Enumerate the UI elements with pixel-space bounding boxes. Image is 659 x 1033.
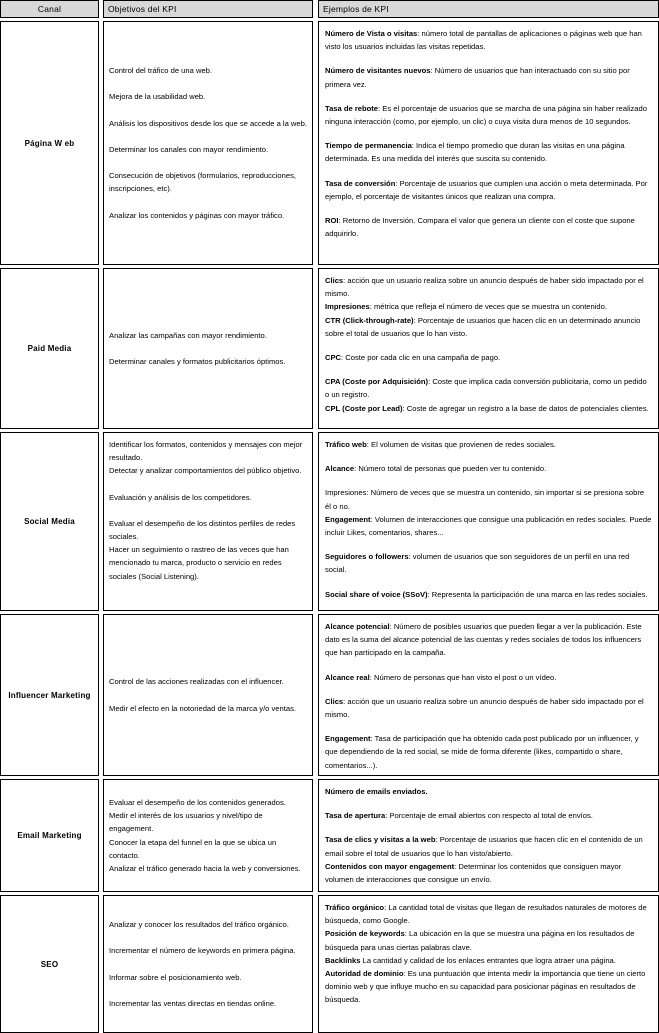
channel-label: Paid Media bbox=[27, 344, 72, 353]
kpi-term: Clics bbox=[325, 276, 344, 285]
kpi-item: Posición de keywords: La ubicación en la que se muestra una página en los resultados de búsqueda para unas ciertas palabras clave. bbox=[325, 929, 635, 952]
kpi-definition: La cantidad y calidad de los enlaces entrantes que logra atraer una página. bbox=[362, 955, 616, 965]
kpi-list bbox=[319, 896, 658, 1032]
kpi-definition: Porcentaje de email abiertos con respecto al total de envíos. bbox=[389, 811, 593, 821]
kpi-item bbox=[325, 486, 652, 512]
kpi-definition: acción que un usuario realiza sobre un anuncio después de haber sido impactado por el mismo. bbox=[325, 696, 644, 720]
objective-item: Evaluación y análisis de los competidores. bbox=[109, 492, 252, 502]
kpi-definition: métrica que refleja el número de veces que se muestra un contenido. bbox=[373, 302, 607, 312]
kpi-item: Tráfico orgánico: La cantidad total de visitas que llegan de resultados naturales de motores de búsqueda, como Google. bbox=[325, 903, 647, 926]
objectives-cell bbox=[103, 21, 313, 265]
channel-cell bbox=[0, 895, 99, 1033]
kpi-definition: La cantidad total de visitas que llegan de resultados naturales de motores de búsqueda, como Google. bbox=[325, 903, 647, 926]
objectives-list bbox=[104, 780, 312, 891]
kpi-item: Número de Vista o visitas: número total de pantallas de aplicaciones o páginas web que han visto los usuarios incluidas las visitas repetidas. bbox=[325, 29, 642, 52]
kpi-definition: Número de personas que han visto el post o un vídeo. bbox=[373, 672, 557, 682]
kpi-item: Engagement: Tasa de participación que ha obtenido cada post publicado por un influencer, y que dependiendo de la red social, se mide de forma diferente (likes, compartido o share, comentarios...). bbox=[325, 734, 639, 770]
objective-item: Detectar y analizar comportamientos del público objetivo. bbox=[109, 466, 302, 476]
table-header-row bbox=[0, 0, 659, 18]
table-row bbox=[0, 21, 659, 265]
kpi-term: Tasa de conversión bbox=[325, 178, 396, 188]
kpi-term: Engagement bbox=[325, 734, 371, 744]
kpi-term: Contenidos con mayor engagement bbox=[325, 861, 455, 871]
kpi-item: Social share of voice (SSoV): Representa la participación de una marca en las redes sociales. bbox=[325, 589, 648, 599]
kpi-definition: Porcentaje de usuarios que cumplen una acción o meta determinada. Por ejemplo, el porcentaje de visitantes únicos que realizan una compra. bbox=[325, 178, 648, 201]
kpi-definition: Indica el tiempo promedio que duran las visitas en una página determinada. Es una medida del interés que suscita su contenido. bbox=[325, 141, 625, 164]
kpi-item: Tasa de apertura: Porcentaje de email abiertos con respecto al total de envíos. bbox=[325, 811, 593, 821]
kpi-term: Alcance real bbox=[325, 672, 370, 682]
kpi-list bbox=[319, 22, 658, 264]
header-cell-channel: Canal bbox=[0, 0, 99, 18]
kpi-term: Número de Vista o visitas bbox=[325, 29, 418, 38]
kpi-definition: La ubicación en la que se muestra una página en los resultados de búsqueda para unas ciertas palabras clave. bbox=[325, 929, 635, 952]
kpi-definition: Coste que implica cada conversión publicitaria, como un pedido o un registro. bbox=[325, 377, 647, 400]
kpi-definition: Porcentaje de usuarios que hacen clic en un determinado anuncio sobre el total de usuarios que lo han visto. bbox=[325, 315, 641, 338]
kpi-term: Número de visitantes nuevos bbox=[325, 66, 431, 76]
objective-item: Medir el interés de los usuarios y nivel/tipo de engagement. bbox=[109, 811, 263, 834]
kpi-item: Tasa de clics y visitas a la web: Porcentaje de usuarios que hacen clic en el contenido de un email sobre el total de usuarios que lo han visto/abierto. bbox=[325, 835, 643, 858]
objective-item: Analizar los contenidos y páginas con mayor tráfico. bbox=[109, 210, 285, 220]
table-row bbox=[0, 779, 659, 892]
channel-cell bbox=[0, 268, 99, 429]
kpi-list bbox=[319, 780, 658, 891]
channel-label: Email Marketing bbox=[17, 831, 82, 840]
examples-cell bbox=[318, 432, 659, 611]
objective-item: Analizar las campañas con mayor rendimiento. bbox=[109, 330, 267, 340]
kpi-term: Tráfico web bbox=[325, 440, 367, 449]
kpi-item: Clics: acción que un usuario realiza sobre un anuncio después de haber sido impactado por el mismo. bbox=[325, 696, 644, 720]
kpi-item: Tasa de conversión: Porcentaje de usuarios que cumplen una acción o meta determinada. Por ejemplo, el porcentaje de visitantes únicos que realizan una compra. bbox=[325, 178, 648, 201]
kpi-term: Alcance bbox=[325, 464, 355, 474]
kpi-term: Tasa de rebote bbox=[325, 103, 379, 113]
table-body bbox=[0, 21, 659, 1033]
kpi-definition: Determinar los contenidos que consiguen mayor volumen de interacciones que consigue un envío. bbox=[325, 861, 622, 885]
kpi-item: Impresiones: métrica que refleja el número de veces que se muestra un contenido. bbox=[325, 302, 607, 312]
examples-cell bbox=[318, 268, 659, 429]
channel-cell bbox=[0, 779, 99, 892]
kpi-term: Posición de keywords bbox=[325, 929, 405, 939]
kpi-term: CTR (Click-through-rate) bbox=[325, 315, 414, 325]
kpi-term: CPL (Coste por Lead) bbox=[325, 403, 403, 413]
objective-item: Mejora de la usabilidad web. bbox=[109, 92, 206, 102]
objective-item: Evaluar el desempeño de los contenidos generados. bbox=[109, 797, 286, 807]
kpi-term: Social share of voice (SSoV) bbox=[325, 589, 428, 599]
objective-item: Medir el efecto en la notoriedad de la marca y/o ventas. bbox=[109, 703, 296, 713]
examples-cell bbox=[318, 21, 659, 265]
kpi-term: CPA (Coste por Adquisición) bbox=[325, 377, 429, 387]
channel-cell bbox=[0, 21, 99, 265]
kpi-definition: Representa la participación de una marca en las redes sociales. bbox=[431, 589, 648, 599]
kpi-list bbox=[319, 433, 658, 610]
kpi-item: CPA (Coste por Adquisición): Coste que implica cada conversión publicitaria, como un pedido o un registro. bbox=[325, 377, 647, 400]
kpi-item: CPC: Coste por cada clic en una campaña de pago. bbox=[325, 353, 501, 363]
objective-item: Identificar los formatos, contenidos y mensajes con mejor resultado. bbox=[109, 440, 303, 463]
kpi-item: Número de visitantes nuevos: Número de usuarios que han interactuado con su sitio por primera vez. bbox=[325, 66, 630, 89]
kpi-definition: Número de posibles usuarios que pueden llegar a ver la publicación. Este dato es la suma del alcance potencial de las cuentas y redes sociales de todos los influencers que han participado en la campaña. bbox=[325, 622, 642, 658]
header-cell-examples: Ejemplos de KPI bbox=[318, 0, 659, 18]
kpi-term: Tiempo de permanencia bbox=[325, 141, 412, 151]
kpi-term: CPC bbox=[325, 353, 342, 363]
channel-label: Influencer Marketing bbox=[8, 690, 91, 700]
kpi-list bbox=[319, 269, 658, 428]
kpi-definition: Impresiones: Número de veces que se muestra un contenido, sin importar si se presiona sobre él o no. bbox=[325, 488, 645, 511]
objective-item: Control del tráfico de una web. bbox=[109, 66, 212, 76]
kpi-item: Engagement: Volumen de interacciones que consigue una publicación en redes sociales. Puede incluir Likes, comentarios, shares... bbox=[325, 514, 652, 538]
objective-item: Analizar y conocer los resultados del tráfico orgánico. bbox=[109, 920, 289, 930]
kpi-item: ROI: Retorno de Inversión. Compara el valor que genera un cliente con el coste que supone adquirirlo. bbox=[325, 216, 635, 239]
channel-label: Social Media bbox=[24, 517, 75, 526]
kpi-term: Autoridad de dominio bbox=[325, 969, 404, 979]
objectives-cell bbox=[103, 895, 313, 1033]
kpi-item: Tasa de rebote: Es el porcentaje de usuarios que se marcha de una página sin haber realizado ninguna interacción (como, por ejemplo, un clic) o cuya visita dura menos de 10 segundos. bbox=[325, 103, 647, 127]
kpi-definition: Número de usuarios que han interactuado con su sitio por primera vez. bbox=[325, 66, 630, 89]
objective-item: Evaluar el desempeño de los distintos perfiles de redes sociales. bbox=[109, 518, 296, 542]
kpi-term: Backlinks bbox=[325, 955, 361, 965]
objective-item: Conocer la etapa del funnel en la que se ubica un contacto. bbox=[109, 837, 277, 860]
kpi-item: Autoridad de dominio: Es una puntuación que intenta medir la importancia que tiene un cierto dominio web y que influye mucho en su capacidad para posicionar páginas en resultados de búsqueda. bbox=[325, 969, 646, 1005]
kpi-term: Engagement bbox=[325, 514, 371, 524]
kpi-term: Tasa de clics y visitas a la web bbox=[325, 835, 436, 845]
kpi-definition: Coste de agregar un registro a la base de datos de potenciales clientes. bbox=[406, 403, 649, 413]
kpi-definition: acción que un usuario realiza sobre un anuncio después de haber sido impactado por el mismo. bbox=[325, 276, 644, 299]
objectives-cell bbox=[103, 779, 313, 892]
kpi-definition: Porcentaje de usuarios que hacen clic en el contenido de un email sobre el total de usuarios que lo han visto/abierto. bbox=[325, 835, 643, 858]
objectives-list bbox=[104, 433, 312, 610]
kpi-item: Clics: acción que un usuario realiza sobre un anuncio después de haber sido impactado por el mismo. bbox=[325, 276, 644, 299]
kpi-definition: Es una puntuación que intenta medir la importancia que tiene un cierto dominio web y que influye mucho en su capacidad para posicionar páginas en resultados de búsqueda. bbox=[325, 969, 646, 1005]
kpi-item: CPL (Coste por Lead): Coste de agregar un registro a la base de datos de potenciales clientes. bbox=[325, 403, 649, 413]
kpi-item: Tráfico web: El volumen de visitas que provienen de redes sociales. bbox=[325, 440, 556, 449]
table-row bbox=[0, 614, 659, 776]
kpi-definition: Es el porcentaje de usuarios que se marcha de una página sin haber realizado ninguna interacción (como, por ejemplo, un clic) o cuya visita dura menos de 10 segundos. bbox=[325, 103, 647, 127]
kpi-definition: Retorno de Inversión. Compara el valor que genera un cliente con el coste que supone adquirirlo. bbox=[325, 216, 635, 239]
kpi-definition: número total de pantallas de aplicaciones o páginas web que han visto los usuarios incluidas las visitas repetidas. bbox=[325, 29, 642, 52]
kpi-item bbox=[325, 785, 652, 798]
kpi-item: Alcance: Número total de personas que pueden ver tu contenido. bbox=[325, 464, 547, 474]
kpi-term: Número de emails enviados. bbox=[325, 787, 428, 796]
examples-cell bbox=[318, 614, 659, 776]
kpi-item: Alcance potencial: Número de posibles usuarios que pueden llegar a ver la publicación. Este dato es la suma del alcance potencial de las cuentas y redes sociales de todos los influencers que han participado en la campaña. bbox=[325, 622, 642, 658]
kpi-definition: El volumen de visitas que provienen de redes sociales. bbox=[371, 440, 556, 449]
kpi-item: Tiempo de permanencia: Indica el tiempo promedio que duran las visitas en una página determinada. Es una medida del interés que suscita su contenido. bbox=[325, 141, 625, 164]
table-row bbox=[0, 895, 659, 1033]
objective-item: Consecución de objetivos (formularios, reproducciones, inscripciones, etc). bbox=[109, 171, 296, 194]
kpi-definition: Tasa de participación que ha obtenido cada post publicado por un influencer, y que dependiendo de la red social, se mide de forma diferente (likes, compartido o share, comentarios...). bbox=[325, 734, 639, 770]
objectives-list bbox=[104, 896, 312, 1032]
kpi-term: Alcance potencial bbox=[325, 622, 390, 631]
objectives-cell bbox=[103, 614, 313, 776]
kpi-definition: Coste por cada clic en una campaña de pago. bbox=[345, 353, 501, 363]
objectives-list bbox=[104, 269, 312, 428]
objectives-cell bbox=[103, 268, 313, 429]
objective-item: Control de las acciones realizadas con el influencer. bbox=[109, 677, 284, 687]
examples-cell bbox=[318, 895, 659, 1033]
objective-item: Incrementar el número de keywords en primera página. bbox=[109, 946, 296, 956]
kpi-list bbox=[319, 615, 658, 775]
table-row bbox=[0, 268, 659, 429]
kpi-definition: Número total de personas que pueden ver tu contenido. bbox=[358, 464, 547, 474]
objective-item: Analizar el tráfico generado hacia la web y conversiones. bbox=[109, 863, 301, 873]
objective-item: Hacer un seguimiento o rastreo de las veces que han mencionado tu marca, producto o servicio en redes sociales (Social Listening). bbox=[109, 545, 289, 581]
kpi-item bbox=[325, 954, 652, 967]
kpi-term: Tráfico orgánico bbox=[325, 903, 385, 912]
kpi-term: Tasa de apertura bbox=[325, 811, 386, 821]
kpi-item: Alcance real: Número de personas que han visto el post o un vídeo. bbox=[325, 672, 557, 682]
kpi-item: CTR (Click-through-rate): Porcentaje de usuarios que hacen clic en un determinado anuncio sobre el total de usuarios que lo han visto. bbox=[325, 315, 641, 338]
kpi-term: ROI bbox=[325, 216, 339, 226]
kpi-definition: Volumen de interacciones que consigue una publicación en redes sociales. Puede incluir Likes, comentarios, shares... bbox=[325, 514, 652, 538]
objectives-list bbox=[104, 22, 312, 264]
table-row bbox=[0, 432, 659, 611]
objective-item: Incrementar las ventas directas en tiendas online. bbox=[109, 998, 277, 1008]
kpi-term: Seguidores o followers bbox=[325, 552, 409, 562]
objective-item: Determinar canales y formatos publicitarios óptimos. bbox=[109, 357, 286, 366]
channel-label: Página W eb bbox=[24, 138, 75, 148]
objective-item: Determinar los canales con mayor rendimiento. bbox=[109, 144, 269, 154]
kpi-item: Contenidos con mayor engagement: Determinar los contenidos que consiguen mayor volumen de interacciones que consigue un envío. bbox=[325, 861, 622, 885]
header-cell-objectives: Objetivos del KPI bbox=[103, 0, 313, 18]
kpi-definition: volumen de usuarios que son seguidores de un perfil en una red social. bbox=[325, 552, 630, 575]
kpi-term: Clics bbox=[325, 696, 344, 706]
channel-cell bbox=[0, 432, 99, 611]
objectives-cell bbox=[103, 432, 313, 611]
objective-item: Análisis los dispositivos desde los que se accede a la web. bbox=[109, 118, 307, 128]
objective-item: Informar sobre el posicionamiento web. bbox=[109, 972, 242, 982]
channel-label: SEO bbox=[40, 959, 59, 969]
kpi-term: Impresiones bbox=[325, 302, 370, 312]
objectives-list bbox=[104, 615, 312, 775]
channel-cell bbox=[0, 614, 99, 776]
kpi-item: Seguidores o followers: volumen de usuarios que son seguidores de un perfil en una red social. bbox=[325, 552, 630, 575]
examples-cell bbox=[318, 779, 659, 892]
